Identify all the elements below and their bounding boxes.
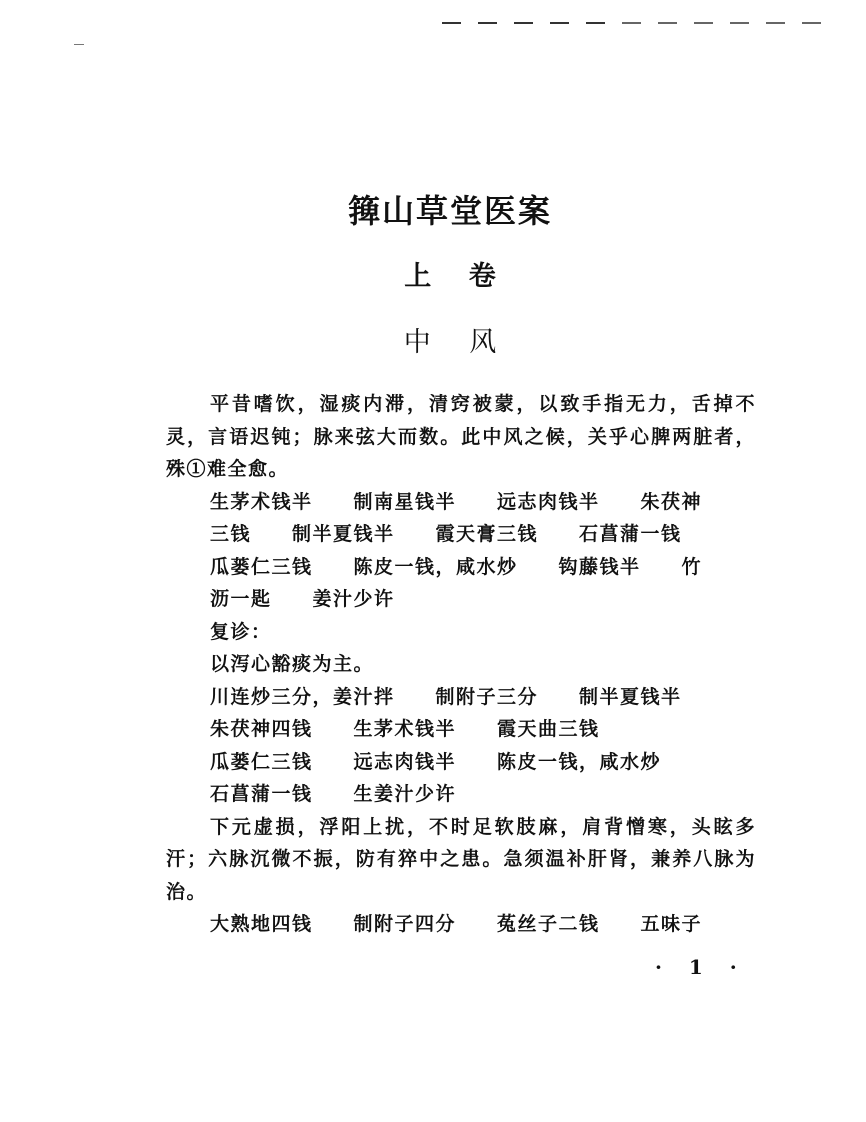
header-dashed-rule (442, 22, 842, 30)
followup-prescription-line: 川连炒三分，姜汁拌 制附子三分 制半夏钱半 (210, 685, 682, 708)
prescription-line: 三钱 制半夏钱半 霞天膏三钱 石菖蒲一钱 (210, 523, 682, 545)
case1-narrative: 平昔嗜饮，湿痰内滞，清窍被蒙，以致手指无力，舌掉不灵，言语迟钝；脉来弦大而数。此中风之候，关乎心脾两脏者，殊①难全愈。 (166, 393, 756, 480)
followup-label: 复诊： (210, 620, 272, 643)
volume-title: 上 卷 (404, 261, 496, 292)
followup-note: 以泻心豁痰为主。 (210, 653, 375, 675)
section-title: 中 风 (403, 327, 497, 358)
followup-prescription-line: 瓜蒌仁三钱 远志肉钱半 陈皮一钱，咸水炒 (210, 750, 662, 773)
prescription-line: 沥一匙 姜汁少许 (210, 588, 395, 610)
case2-narrative: 下元虚损，浮阳上扰，不时足软肢麻，肩背憎寒，头眩多汗；六脉沉微不振，防有猝中之患。急须温补肝肾，兼养八脉为治。 (166, 815, 756, 903)
scan-mark (74, 44, 84, 45)
prescription-line: 生茅术钱半 制南星钱半 远志肉钱半 朱茯神 (210, 490, 703, 513)
followup-prescription-line: 石菖蒲一钱 生姜汁少许 (210, 783, 457, 805)
page-body (166, 388, 756, 941)
page-number: · 1 · (655, 955, 747, 979)
followup-prescription-line: 朱茯神四钱 生茅术钱半 霞天曲三钱 (210, 718, 600, 740)
prescription-line: 瓜蒌仁三钱 陈皮一钱，咸水炒 钩藤钱半 竹 (210, 555, 703, 578)
book-title: 篺山草堂医案 (347, 192, 552, 230)
prescription-line: 大熟地四钱 制附子四分 菟丝子二钱 五味子 (210, 913, 703, 935)
